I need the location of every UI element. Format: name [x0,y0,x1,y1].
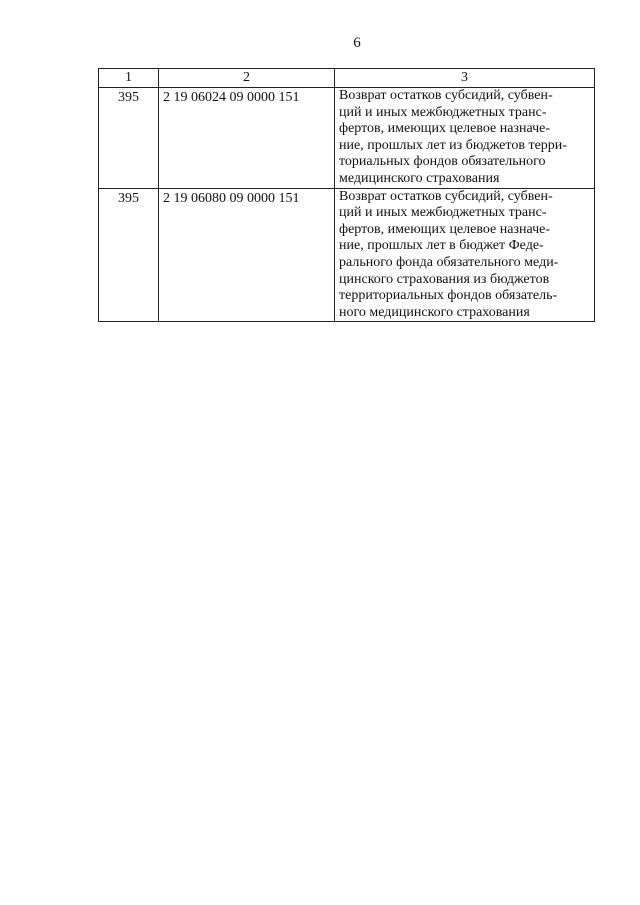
page-number: 6 [353,35,361,51]
column-header-3: 3 [335,69,595,88]
admin-code-cell: 395 [99,188,159,322]
column-header-1: 1 [99,69,159,88]
text-line: рального фонда обязательного меди- [339,254,559,270]
table-row [99,188,595,322]
text-line: Возврат остатков субсидий, субвен- [339,188,553,204]
text-line: ного медицинского страхования [339,304,530,320]
text-line: территориальных фондов обязатель- [339,288,558,304]
budget-code-cell: 2 19 06080 09 0000 151 [159,188,335,322]
text-line: Возврат остатков субсидий, субвен- [339,88,553,103]
text-line: фертов, имеющих целевое назначе- [339,121,551,137]
column-header-2: 2 [159,69,335,88]
text-line: фертов, имеющих целевое назначе- [339,221,551,237]
text-line: ние, прошлых лет в бюджет Феде- [339,238,544,254]
income-name-cell [335,188,595,322]
income-name-cell [335,88,595,189]
text-line: ций и иных межбюджетных транс- [339,205,547,221]
text-line: медицинского страхования [339,170,500,186]
admin-code-cell: 395 [99,88,159,189]
text-line: ций и иных межбюджетных транс- [339,104,547,120]
budget-code-cell: 2 19 06024 09 0000 151 [159,88,335,189]
text-line: ториальных фондов обязательного [339,154,546,170]
table-row [99,88,595,189]
text-line: ние, прошлых лет из бюджетов терри- [339,137,567,153]
table-header-row [99,69,595,88]
budget-codes-table [98,68,595,322]
text-line: цинского страхования из бюджетов [339,271,550,287]
